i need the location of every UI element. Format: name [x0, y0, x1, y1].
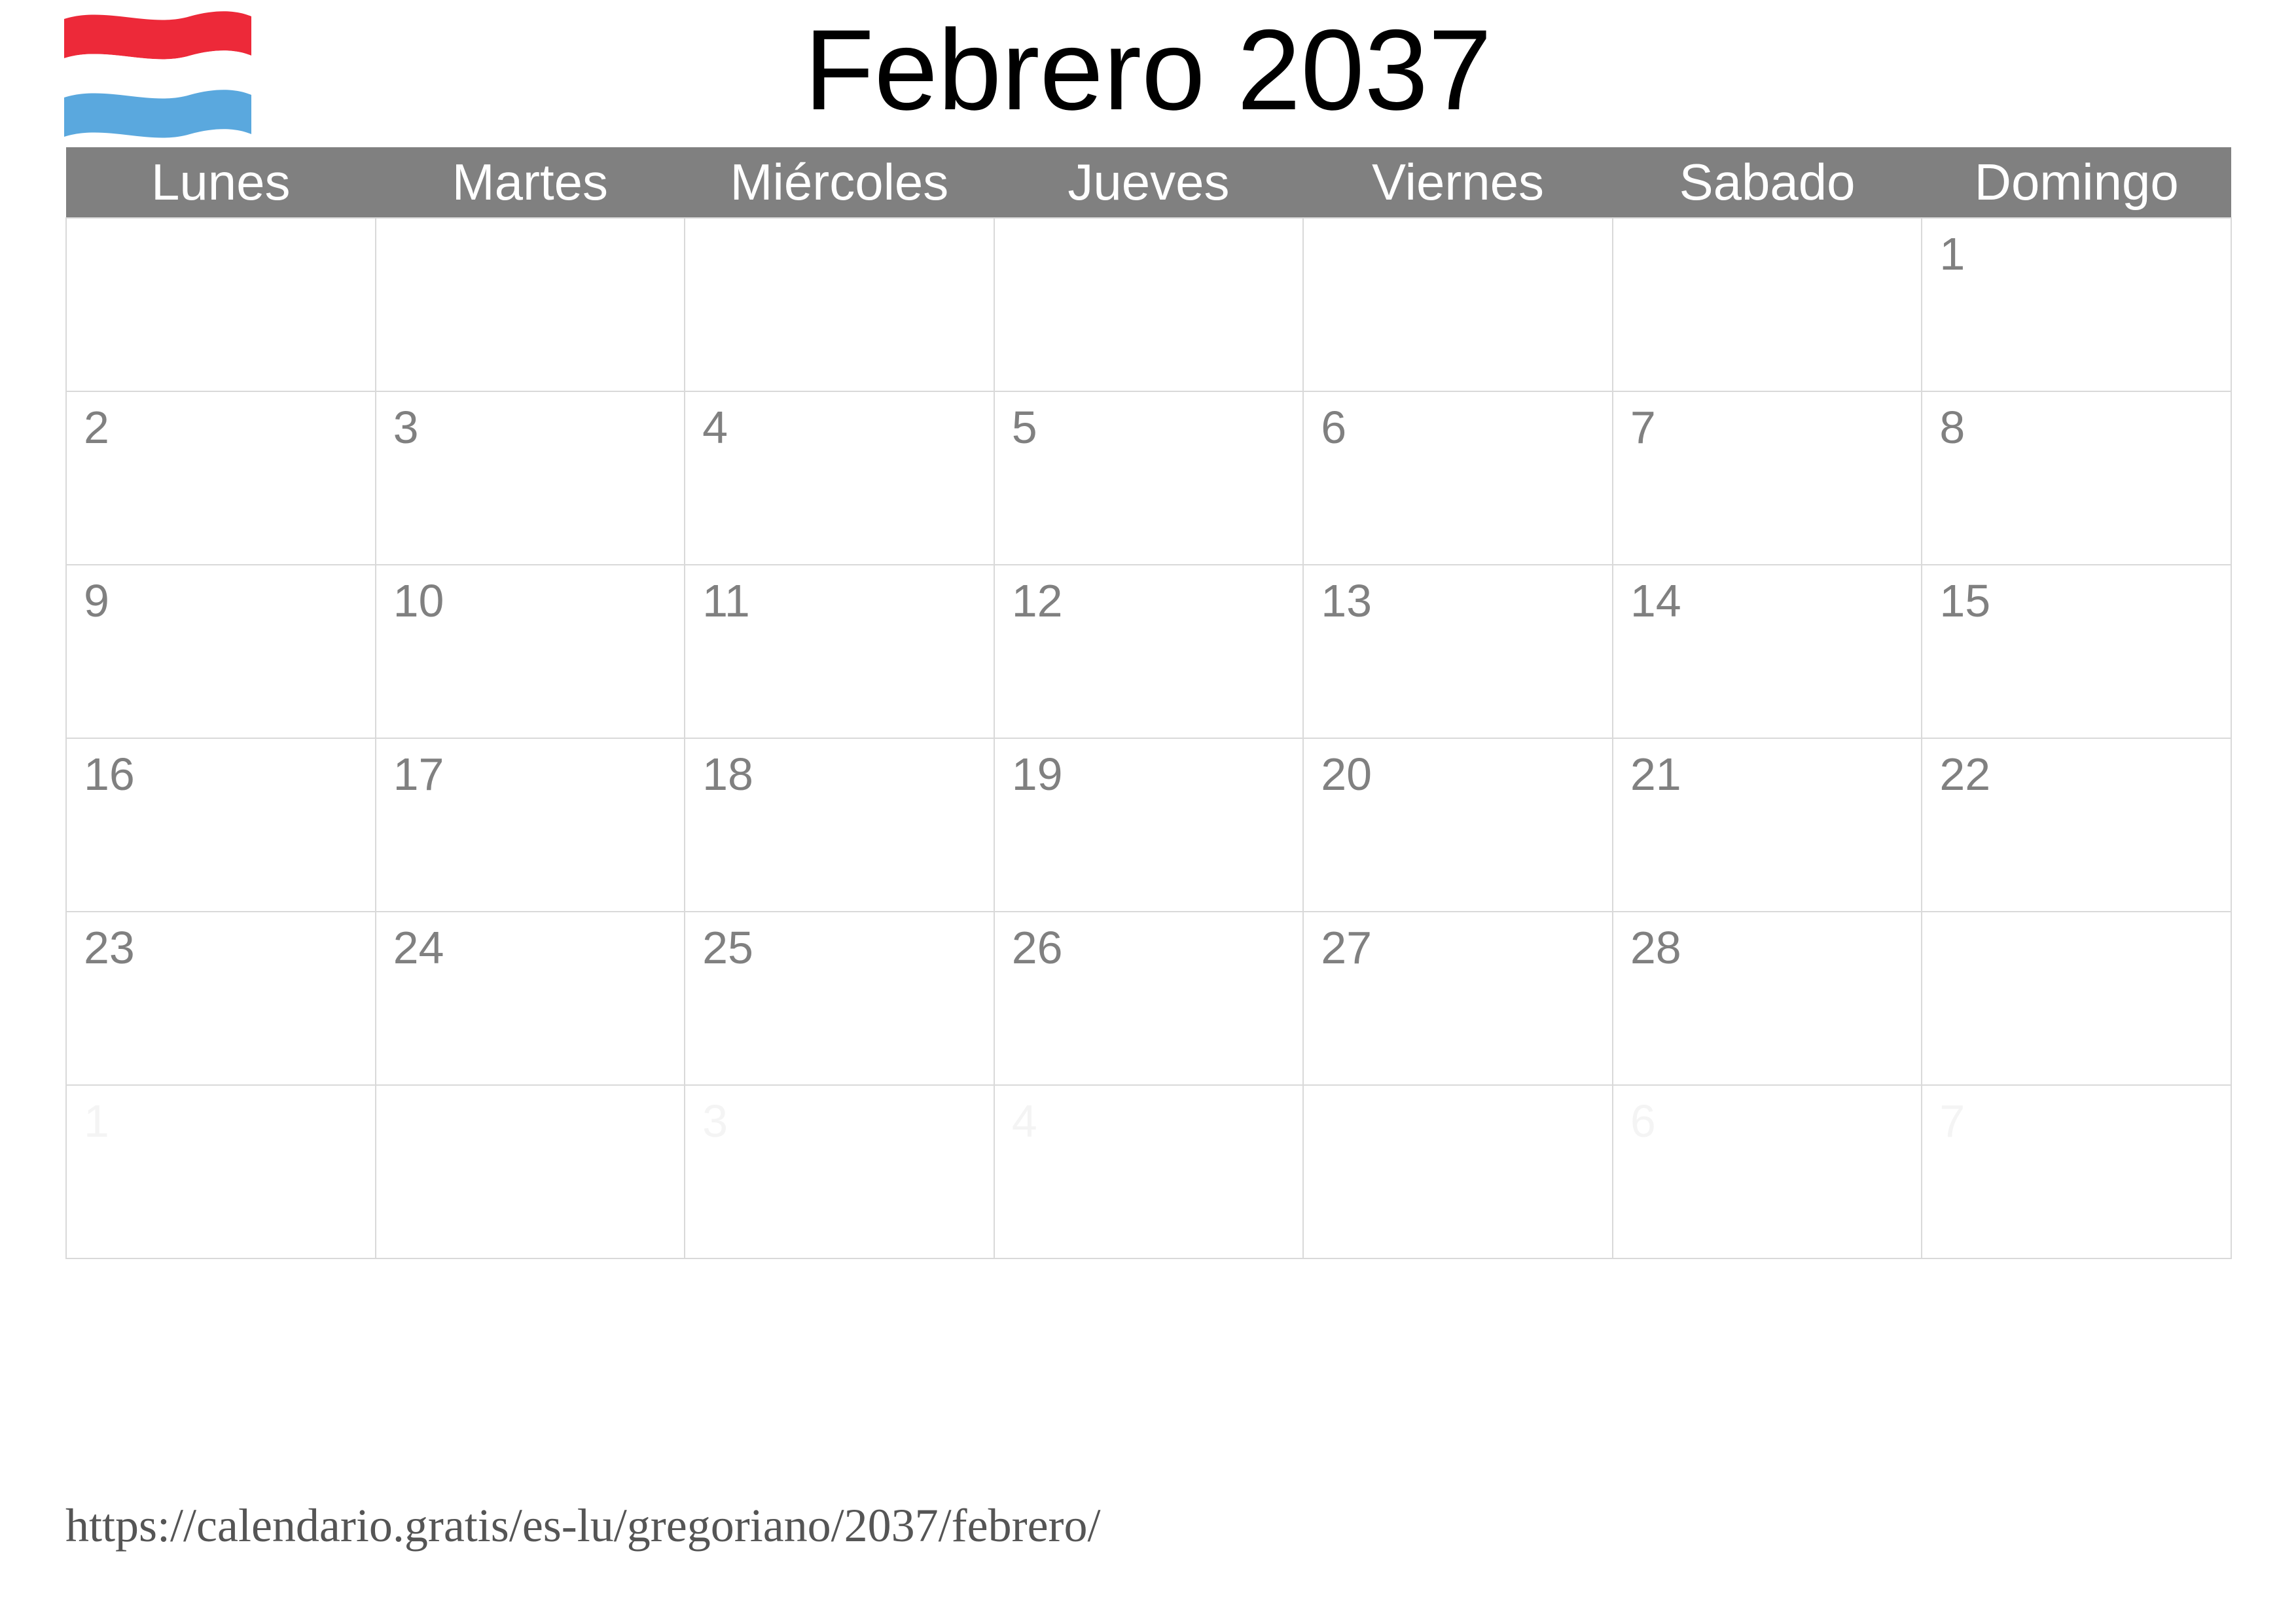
day-cell[interactable]: 3 — [376, 391, 685, 565]
weekday-header-viernes: Viernes — [1303, 147, 1613, 218]
day-cell[interactable]: 25 — [685, 912, 994, 1085]
day-cell[interactable]: 24 — [376, 912, 685, 1085]
day-cell[interactable]: 19 — [994, 738, 1304, 912]
day-cell[interactable]: 6 — [1613, 1085, 1922, 1258]
day-cell[interactable]: 20 — [1303, 738, 1613, 912]
day-cell[interactable]: 3 — [685, 1085, 994, 1258]
day-cell[interactable]: 28 — [1613, 912, 1922, 1085]
table-row — [66, 912, 2231, 1085]
day-cell[interactable]: 27 — [1303, 912, 1613, 1085]
table-row — [66, 738, 2231, 912]
day-cell[interactable] — [1303, 1085, 1613, 1258]
day-cell[interactable]: 26 — [994, 912, 1304, 1085]
day-cell[interactable]: 13 — [1303, 565, 1613, 738]
weekday-header-miercoles: Miércoles — [685, 147, 994, 218]
weekday-header-row — [66, 147, 2231, 218]
day-cell[interactable] — [994, 218, 1304, 391]
day-cell[interactable]: 1 — [1922, 218, 2231, 391]
day-cell[interactable]: 12 — [994, 565, 1304, 738]
day-cell[interactable] — [1922, 912, 2231, 1085]
day-cell[interactable]: 11 — [685, 565, 994, 738]
weekday-header-domingo: Domingo — [1922, 147, 2231, 218]
table-row — [66, 218, 2231, 391]
day-cell[interactable]: 7 — [1613, 391, 1922, 565]
calendar-table — [65, 147, 2232, 1259]
day-cell[interactable]: 15 — [1922, 565, 2231, 738]
day-cell[interactable] — [376, 1085, 685, 1258]
day-cell[interactable]: 23 — [66, 912, 376, 1085]
day-cell[interactable]: 8 — [1922, 391, 2231, 565]
source-url[interactable]: https://calendario.gratis/es-lu/gregoriano/2037/febrero/ — [65, 1499, 1101, 1552]
page-header — [0, 0, 2296, 141]
day-cell[interactable]: 5 — [994, 391, 1304, 565]
day-cell[interactable]: 7 — [1922, 1085, 2231, 1258]
day-cell[interactable]: 1 — [66, 1085, 376, 1258]
day-cell[interactable] — [66, 218, 376, 391]
day-cell[interactable]: 18 — [685, 738, 994, 912]
day-cell[interactable]: 21 — [1613, 738, 1922, 912]
day-cell[interactable] — [1613, 218, 1922, 391]
day-cell[interactable]: 17 — [376, 738, 685, 912]
day-cell[interactable] — [1303, 218, 1613, 391]
day-cell[interactable] — [685, 218, 994, 391]
day-cell[interactable]: 10 — [376, 565, 685, 738]
day-cell[interactable] — [376, 218, 685, 391]
day-cell[interactable]: 4 — [994, 1085, 1304, 1258]
day-cell[interactable]: 6 — [1303, 391, 1613, 565]
weekday-header-jueves: Jueves — [994, 147, 1304, 218]
day-cell[interactable]: 14 — [1613, 565, 1922, 738]
weekday-header-sabado: Sabado — [1613, 147, 1922, 218]
day-cell[interactable]: 22 — [1922, 738, 2231, 912]
weekday-header-lunes: Lunes — [66, 147, 376, 218]
day-cell[interactable]: 2 — [66, 391, 376, 565]
day-cell[interactable]: 4 — [685, 391, 994, 565]
day-cell[interactable]: 16 — [66, 738, 376, 912]
table-row — [66, 565, 2231, 738]
day-cell[interactable]: 9 — [66, 565, 376, 738]
table-row — [66, 391, 2231, 565]
page-title: Febrero 2037 — [804, 7, 1492, 134]
table-row — [66, 1085, 2231, 1258]
weekday-header-martes: Martes — [376, 147, 685, 218]
